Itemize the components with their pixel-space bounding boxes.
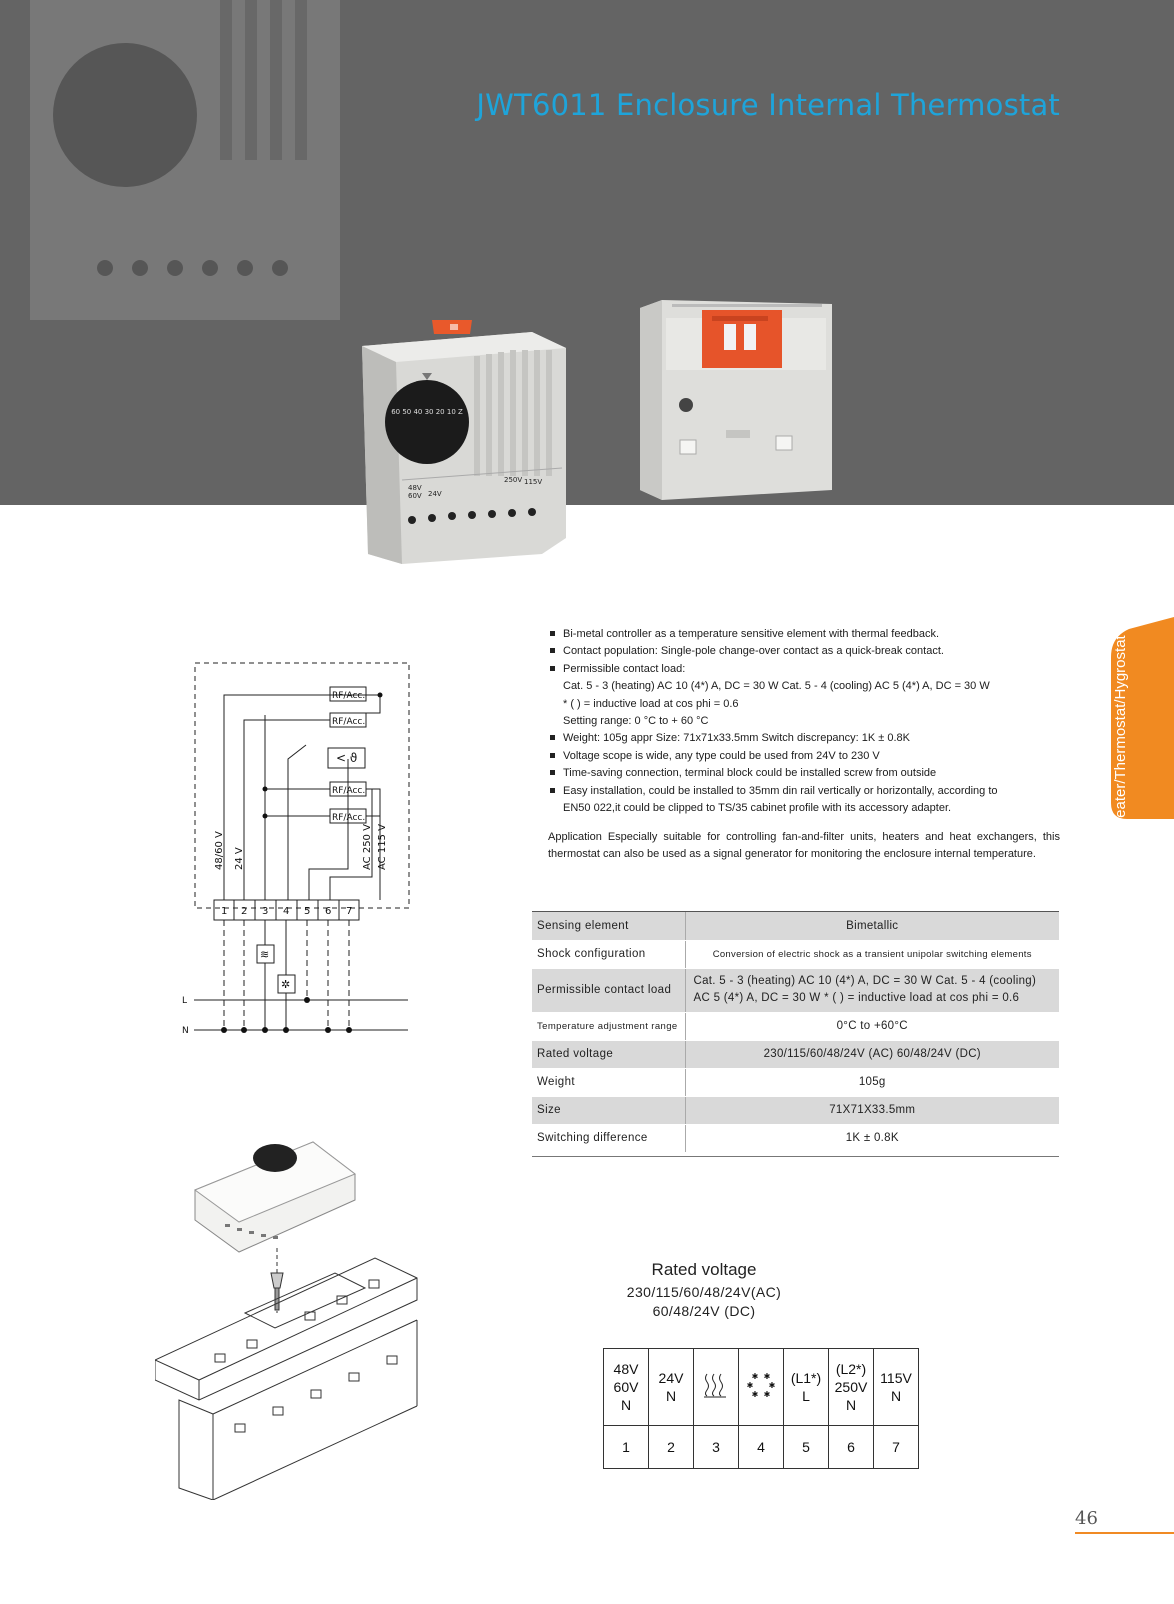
terminal-label: L — [802, 1388, 810, 1404]
thermostat-ghost-image — [20, 0, 350, 330]
feature-item: EN50 022,it could be clipped to TS/35 cabinet profile with its accessory adapter. — [563, 802, 952, 815]
voltage-label-ac115: AC 115 V — [377, 824, 388, 870]
terminal-number: 5 — [784, 1426, 829, 1469]
terminal-number: 1 — [221, 906, 228, 917]
table-row — [532, 968, 1059, 1012]
header-band — [0, 0, 1174, 505]
front-label-60v: 60V — [408, 492, 422, 500]
table-row — [532, 1012, 1059, 1040]
feature-item: Permissible contact load: — [548, 661, 1060, 678]
table-row — [532, 1068, 1059, 1096]
rated-voltage-ac: 230/115/60/48/24V(AC) — [626, 1284, 782, 1300]
front-label-115v: 115V — [524, 478, 543, 486]
spec-value: 105g — [685, 1068, 1059, 1096]
relay-label: RF/Acc. — [332, 691, 366, 701]
thermostat-front-photo — [362, 318, 582, 568]
spec-key: Weight — [532, 1068, 685, 1096]
page-title: JWT6011 Enclosure Internal Thermostat — [476, 88, 1060, 122]
heater-icon: ≋ — [260, 948, 270, 961]
bus-label-n: N — [182, 1026, 189, 1036]
svg-text:✱: ✱ — [763, 1372, 771, 1381]
spec-key: Sensing element — [532, 912, 685, 940]
terminal-number: 2 — [241, 906, 248, 917]
terminal-cell — [604, 1349, 649, 1426]
relay-label: RF/Acc. — [332, 786, 366, 796]
wiring-diagram — [182, 655, 422, 1045]
dial-scale-text: 60 50 40 30 20 10 Z — [391, 408, 463, 416]
feature-item: Cat. 5 - 3 (heating) AC 10 (4*) A, DC = 30 W Cat. 5 - 4 (cooling) AC 5 (4*) A, DC = 30 W — [563, 680, 990, 693]
spec-value: 1K ± 0.8K — [685, 1124, 1059, 1152]
feature-item: * ( ) = inductive load at cos phi = 0.6 — [563, 697, 739, 710]
terminal-number: 3 — [262, 906, 269, 917]
terminal-number: 1 — [604, 1426, 649, 1469]
table-row — [532, 1124, 1059, 1152]
feature-item: Setting range: 0 °C to + 60 °C — [563, 715, 709, 728]
terminal-label: (L1*) — [790, 1370, 822, 1386]
terminal-assignment-table — [603, 1348, 919, 1469]
terminal-label: (L2*) — [835, 1361, 867, 1377]
terminal-number: 4 — [739, 1426, 784, 1469]
front-label-48v: 48V — [408, 484, 422, 492]
terminal-number: 3 — [694, 1426, 739, 1469]
bus-label-l: L — [182, 996, 188, 1006]
relay-label: RF/Acc. — [332, 717, 366, 727]
spec-value: Bimetallic — [685, 912, 1059, 940]
svg-text:✱: ✱ — [751, 1372, 759, 1381]
terminal-label: N — [665, 1388, 677, 1404]
spec-key: Switching difference — [532, 1124, 685, 1152]
feature-item: Contact population: Single-pole change-over contact as a quick-break contact. — [548, 643, 1060, 660]
page-number: 46 — [1075, 1508, 1098, 1529]
terminal-number: 5 — [304, 906, 311, 917]
terminal-cell — [649, 1349, 694, 1426]
feature-item: Time-saving connection, terminal block could be installed screw from outside — [548, 765, 1060, 782]
spec-value — [685, 968, 1059, 1012]
spec-value: 230/115/60/48/24V (AC) 60/48/24V (DC) — [685, 1040, 1059, 1068]
terminal-number: 7 — [346, 906, 353, 917]
svg-text:✱: ✱ — [768, 1381, 776, 1390]
spec-key: Temperature adjustment range — [532, 1012, 685, 1040]
terminal-number: 6 — [325, 906, 332, 917]
spec-value: Conversion of electric shock as a transient unipolar switching elements — [685, 940, 1059, 968]
rated-voltage-dc: 60/48/24V (DC) — [652, 1303, 756, 1319]
feature-item: Easy installation, could be installed to 35mm din rail vertically or horizontally, according to — [548, 783, 1060, 800]
spec-key: Rated voltage — [532, 1040, 685, 1068]
spec-value: 0°C to +60°C — [685, 1012, 1059, 1040]
terminal-number: 2 — [649, 1426, 694, 1469]
feature-item: Weight: 105g appr Size: 71x71x33.5mm Switch discrepancy: 1K ± 0.8K — [548, 730, 1060, 747]
terminal-label: 250V — [834, 1379, 868, 1395]
spec-value-line: AC 5 (4*) A, DC = 30 W * ( ) = inductive load at cos phi = 0.6 — [693, 992, 1020, 1004]
svg-text:✱: ✱ — [751, 1390, 759, 1399]
voltage-label-ac250: AC 250 V — [362, 824, 373, 870]
terminal-label: 60V — [613, 1379, 639, 1395]
terminal-number: 4 — [283, 906, 290, 917]
relay-label: RF/Acc. — [332, 813, 366, 823]
heater-icon — [702, 1372, 730, 1398]
terminal-cell — [784, 1349, 829, 1426]
rated-voltage-title: Rated voltage — [651, 1260, 757, 1279]
terminal-number: 6 — [829, 1426, 874, 1469]
terminal-label: N — [890, 1388, 902, 1404]
spec-key: Shock configuration — [532, 940, 685, 968]
svg-text:✱: ✱ — [763, 1390, 771, 1399]
spec-key: Size — [532, 1096, 685, 1124]
fan-icon — [746, 1370, 776, 1400]
spec-value: 71X71X33.5mm — [685, 1096, 1059, 1124]
spec-key: Permissible contact load — [532, 968, 685, 1012]
svg-text:✱: ✱ — [746, 1381, 754, 1390]
terminal-cell — [874, 1349, 919, 1426]
spec-value-line: Cat. 5 - 3 (heating) AC 10 (4*) A, DC = 30 W Cat. 5 - 4 (cooling) — [693, 975, 1037, 987]
table-row — [532, 1096, 1059, 1124]
table-row — [532, 1040, 1059, 1068]
terminal-label: N — [620, 1397, 632, 1413]
terminal-cell — [739, 1349, 784, 1426]
footer-accent-line — [1075, 1532, 1174, 1534]
bimetal-symbol: < ϑ — [336, 751, 358, 765]
feature-item: Bi-metal controller as a temperature sensitive element with thermal feedback. — [548, 626, 1060, 643]
front-label-250v: 250V — [504, 476, 523, 484]
terminal-cell — [694, 1349, 739, 1426]
side-tab-label: Heater/Thermostat/Hygrostat — [1112, 635, 1129, 829]
table-row — [604, 1349, 919, 1426]
fan-icon: ✲ — [281, 978, 291, 991]
terminal-label: N — [845, 1397, 857, 1413]
din-rail-mounting-illustration — [155, 1128, 430, 1500]
voltage-label-48-60: 48/60 V — [214, 831, 225, 870]
terminal-cell — [829, 1349, 874, 1426]
spec-table-bottom-rule — [532, 1156, 1059, 1157]
terminal-number: 7 — [874, 1426, 919, 1469]
front-label-24v: 24V — [428, 490, 442, 498]
terminal-label: 24V — [658, 1370, 684, 1386]
table-row — [604, 1426, 919, 1469]
voltage-label-24: 24 V — [234, 847, 245, 870]
thermostat-back-photo — [632, 300, 832, 505]
feature-list — [548, 626, 1060, 817]
terminal-label: 48V — [613, 1361, 639, 1377]
feature-item: Voltage scope is wide, any type could be used from 24V to 230 V — [548, 748, 1060, 765]
table-row — [532, 940, 1059, 968]
spec-table — [532, 912, 1059, 1153]
terminal-label: 115V — [880, 1370, 912, 1386]
table-row — [532, 912, 1059, 940]
application-paragraph: Application Especially suitable for controlling fan-and-filter units, heaters and heat exchangers, this thermostat can also be used as a signal generator for monitoring the enclosure internal temperature. — [548, 831, 1060, 861]
